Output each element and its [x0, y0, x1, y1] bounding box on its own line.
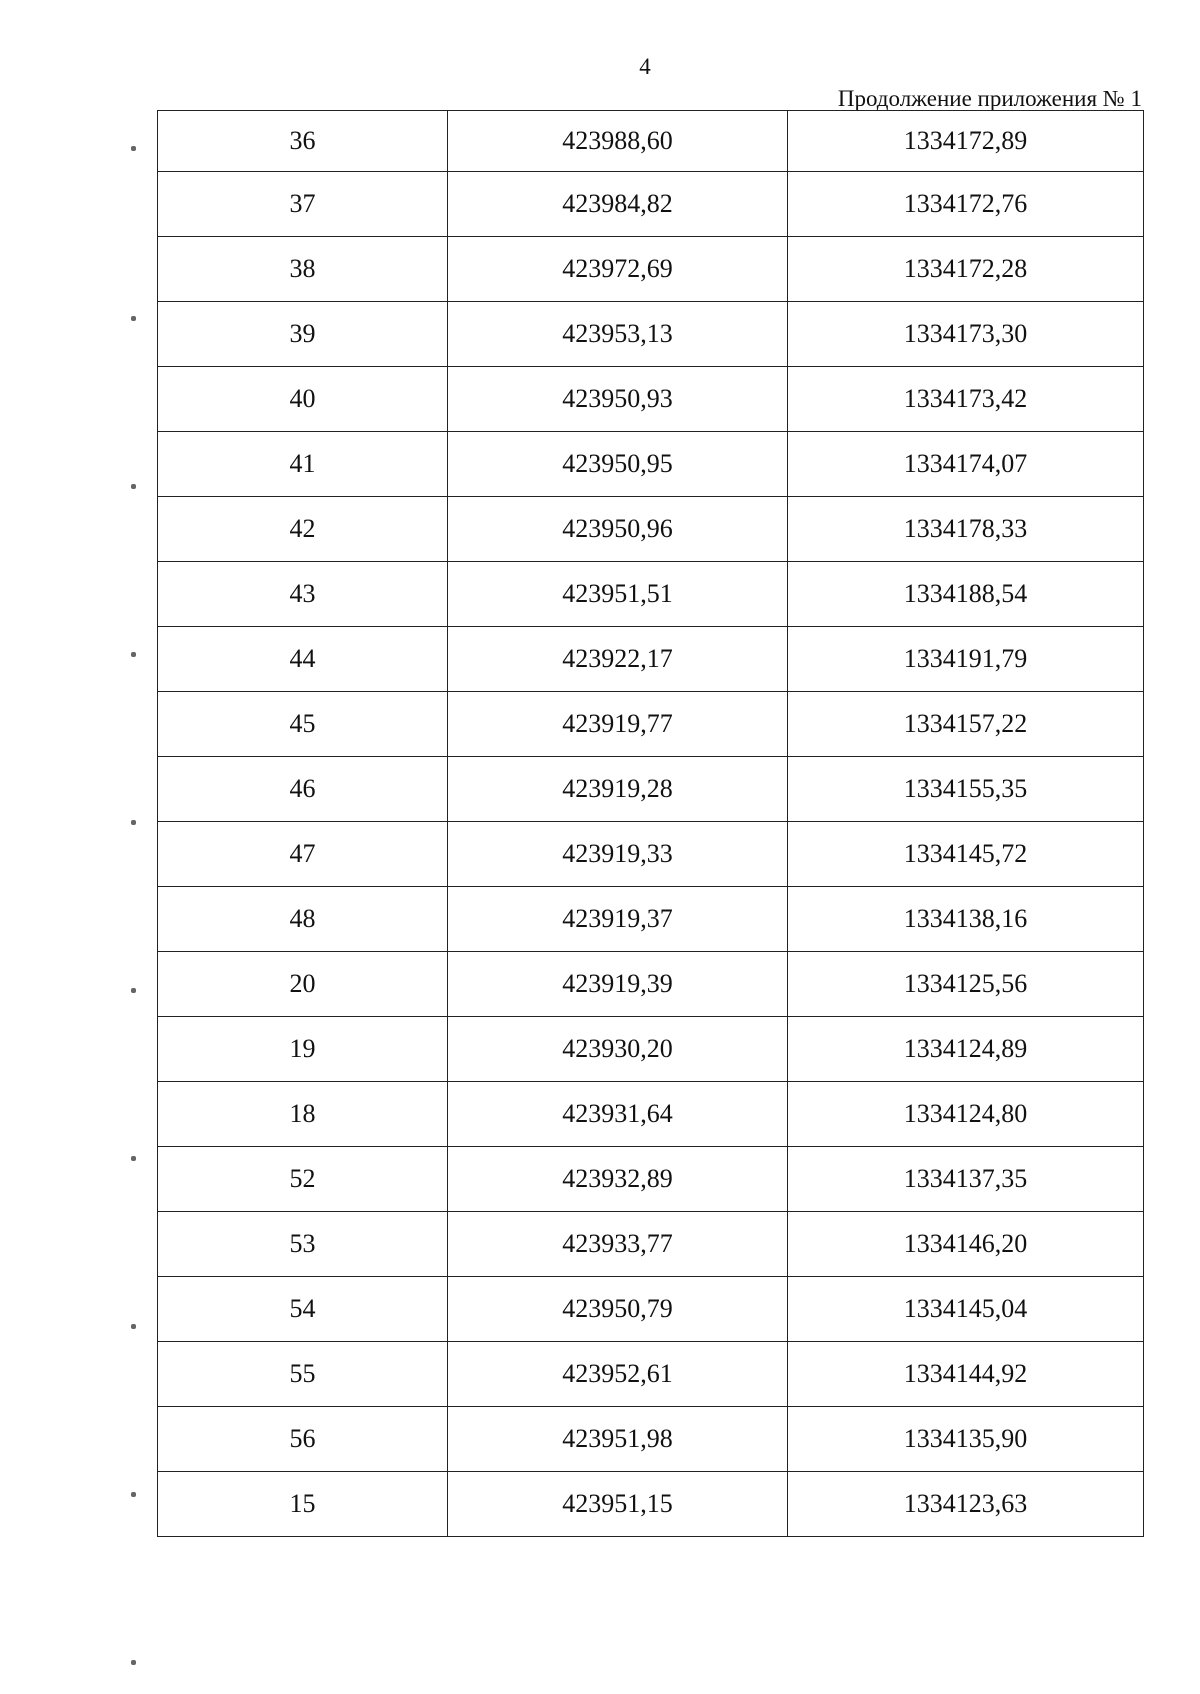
y-coordinate-cell: 1334157,22	[788, 692, 1144, 757]
point-number-cell: 18	[158, 1082, 448, 1147]
point-number-cell: 15	[158, 1472, 448, 1537]
table-row	[158, 757, 1144, 822]
table-row	[158, 627, 1144, 692]
y-coordinate-cell: 1334144,92	[788, 1342, 1144, 1407]
appendix-continuation-note: Продолжение приложения № 1	[837, 86, 1142, 111]
x-coordinate-cell: 423919,39	[448, 952, 788, 1017]
y-coordinate-cell: 1334125,56	[788, 952, 1144, 1017]
table-row	[158, 1407, 1144, 1472]
x-coordinate-cell: 423932,89	[448, 1147, 788, 1212]
table-row	[158, 692, 1144, 757]
point-number-cell: 47	[158, 822, 448, 887]
point-number-cell: 54	[158, 1277, 448, 1342]
x-coordinate-cell: 423950,96	[448, 497, 788, 562]
y-coordinate-cell: 1334123,63	[788, 1472, 1144, 1537]
margin-mark	[131, 1492, 136, 1497]
x-coordinate-cell: 423950,93	[448, 367, 788, 432]
y-coordinate-cell: 1334145,72	[788, 822, 1144, 887]
x-coordinate-cell: 423988,60	[448, 111, 788, 172]
x-coordinate-cell: 423972,69	[448, 237, 788, 302]
table-row	[158, 1472, 1144, 1537]
x-coordinate-cell: 423950,95	[448, 432, 788, 497]
point-number-cell: 38	[158, 237, 448, 302]
x-coordinate-cell: 423951,51	[448, 562, 788, 627]
y-coordinate-cell: 1334155,35	[788, 757, 1144, 822]
point-number-cell: 20	[158, 952, 448, 1017]
table-row	[158, 237, 1144, 302]
margin-mark	[131, 484, 136, 489]
y-coordinate-cell: 1334188,54	[788, 562, 1144, 627]
x-coordinate-cell: 423984,82	[448, 172, 788, 237]
x-coordinate-cell: 423952,61	[448, 1342, 788, 1407]
y-coordinate-cell: 1334135,90	[788, 1407, 1144, 1472]
coordinates-table	[157, 110, 1144, 1537]
y-coordinate-cell: 1334146,20	[788, 1212, 1144, 1277]
point-number-cell: 41	[158, 432, 448, 497]
y-coordinate-cell: 1334172,76	[788, 172, 1144, 237]
point-number-cell: 43	[158, 562, 448, 627]
point-number-cell: 55	[158, 1342, 448, 1407]
margin-mark	[131, 146, 136, 151]
table-row	[158, 367, 1144, 432]
y-coordinate-cell: 1334191,79	[788, 627, 1144, 692]
page-number: 4	[639, 54, 651, 79]
point-number-cell: 53	[158, 1212, 448, 1277]
point-number-cell: 56	[158, 1407, 448, 1472]
x-coordinate-cell: 423919,77	[448, 692, 788, 757]
x-coordinate-cell: 423951,15	[448, 1472, 788, 1537]
margin-mark	[131, 1156, 136, 1161]
y-coordinate-cell: 1334124,80	[788, 1082, 1144, 1147]
table-row	[158, 952, 1144, 1017]
point-number-cell: 45	[158, 692, 448, 757]
margin-mark	[131, 1660, 136, 1665]
point-number-cell: 44	[158, 627, 448, 692]
margin-mark	[131, 820, 136, 825]
y-coordinate-cell: 1334174,07	[788, 432, 1144, 497]
x-coordinate-cell: 423933,77	[448, 1212, 788, 1277]
y-coordinate-cell: 1334173,30	[788, 302, 1144, 367]
point-number-cell: 52	[158, 1147, 448, 1212]
y-coordinate-cell: 1334172,89	[788, 111, 1144, 172]
table-row	[158, 302, 1144, 367]
y-coordinate-cell: 1334172,28	[788, 237, 1144, 302]
table-row	[158, 1212, 1144, 1277]
margin-mark	[131, 988, 136, 993]
y-coordinate-cell: 1334124,89	[788, 1017, 1144, 1082]
x-coordinate-cell: 423919,28	[448, 757, 788, 822]
y-coordinate-cell: 1334173,42	[788, 367, 1144, 432]
x-coordinate-cell: 423931,64	[448, 1082, 788, 1147]
x-coordinate-cell: 423951,98	[448, 1407, 788, 1472]
y-coordinate-cell: 1334138,16	[788, 887, 1144, 952]
point-number-cell: 40	[158, 367, 448, 432]
table-row	[158, 172, 1144, 237]
margin-mark	[131, 316, 136, 321]
x-coordinate-cell: 423919,33	[448, 822, 788, 887]
table-row	[158, 822, 1144, 887]
table-row	[158, 562, 1144, 627]
table-row	[158, 1342, 1144, 1407]
table-row	[158, 1277, 1144, 1342]
table-row	[158, 432, 1144, 497]
y-coordinate-cell: 1334137,35	[788, 1147, 1144, 1212]
margin-mark	[131, 1324, 136, 1329]
x-coordinate-cell: 423953,13	[448, 302, 788, 367]
point-number-cell: 19	[158, 1017, 448, 1082]
x-coordinate-cell: 423919,37	[448, 887, 788, 952]
point-number-cell: 37	[158, 172, 448, 237]
point-number-cell: 36	[158, 111, 448, 172]
table-row	[158, 1017, 1144, 1082]
x-coordinate-cell: 423950,79	[448, 1277, 788, 1342]
table-row	[158, 1147, 1144, 1212]
x-coordinate-cell: 423930,20	[448, 1017, 788, 1082]
table-row	[158, 887, 1144, 952]
point-number-cell: 42	[158, 497, 448, 562]
table-row	[158, 111, 1144, 172]
y-coordinate-cell: 1334178,33	[788, 497, 1144, 562]
margin-mark	[131, 652, 136, 657]
table-row	[158, 1082, 1144, 1147]
point-number-cell: 46	[158, 757, 448, 822]
point-number-cell: 48	[158, 887, 448, 952]
y-coordinate-cell: 1334145,04	[788, 1277, 1144, 1342]
point-number-cell: 39	[158, 302, 448, 367]
x-coordinate-cell: 423922,17	[448, 627, 788, 692]
table-row	[158, 497, 1144, 562]
coordinates-table-body	[158, 111, 1144, 1537]
